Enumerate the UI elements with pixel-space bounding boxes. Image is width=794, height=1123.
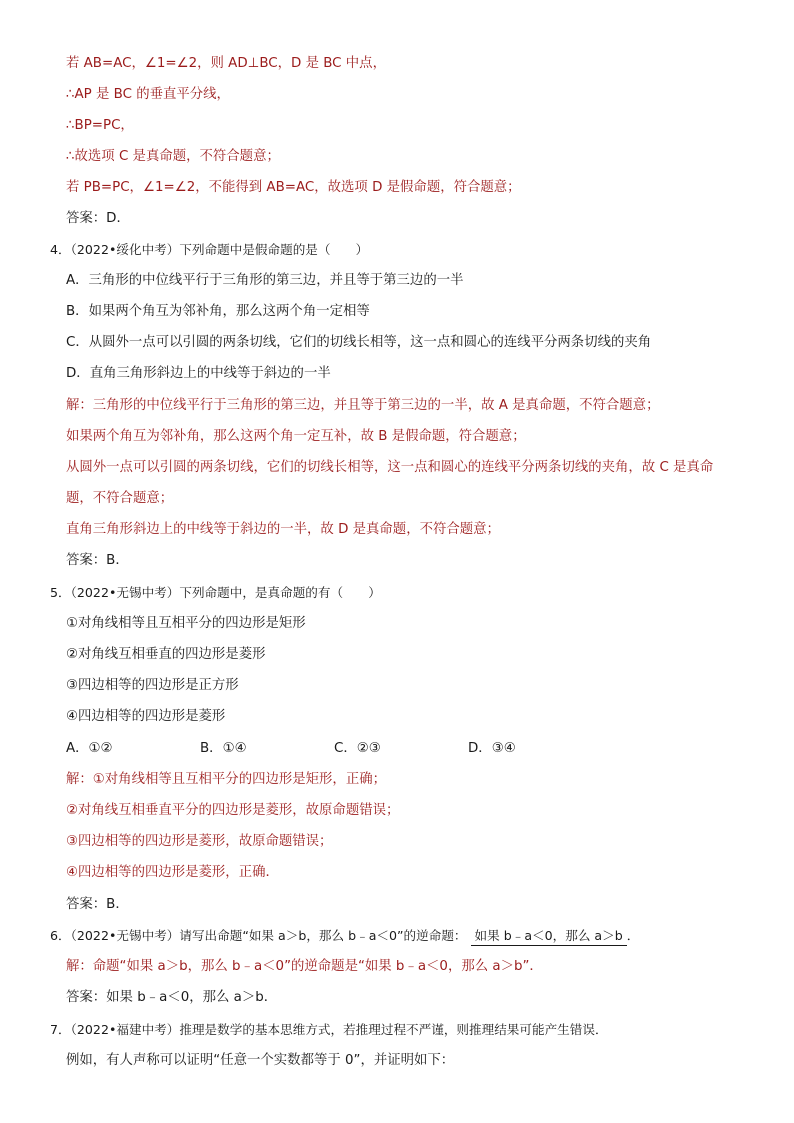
- question-6-answer: 答案：如果 b﹣a＜0，那么 a＞b．: [66, 990, 278, 1005]
- question-5-answer: 答案：B．: [66, 897, 129, 912]
- prev-solution-line-5: 若 PB=PC，∠1=∠2，不能得到 AB=AC，故选项 D 是假命题，符合题意；: [66, 180, 521, 195]
- prev-answer: 答案：D．: [66, 211, 130, 226]
- question-4-solution-4: 直角三角形斜边上的中线等于斜边的一半，故 D 是真命题，不符合题意；: [66, 522, 500, 537]
- question-5-stem: 5．（2022•无锡中考）下列命题中，是真命题的有（ ）: [50, 585, 381, 600]
- question-4-stem: 4．（2022•绥化中考）下列命题中是假命题的是（ ）: [50, 242, 369, 257]
- question-5-solution-4: ④四边相等的四边形是菱形，正确．: [66, 865, 279, 880]
- question-5-option-a: A．①②: [66, 741, 113, 756]
- prev-solution-line-1: 若 AB=AC，∠1=∠2，则 AD⊥BC，D 是 BC 中点，: [66, 56, 386, 71]
- question-6-solution: 解：命题“如果 a＞b，那么 b﹣a＜0”的逆命题是“如果 b﹣a＜0，那么 a＞b”．: [66, 959, 543, 974]
- question-5-option-c: C．②③: [334, 741, 381, 756]
- question-5-statement-4: ④四边相等的四边形是菱形: [66, 709, 226, 724]
- question-4-option-b: B．如果两个角互为邻补角，那么这两个角一定相等: [66, 304, 370, 319]
- question-5-statement-2: ②对角线互相垂直的四边形是菱形: [66, 647, 266, 662]
- question-6-stem: 6．（2022•无锡中考）请写出命题“如果 a＞b，那么 b﹣a＜0”的逆命题：: [50, 928, 467, 943]
- question-7-stem: 7．（2022•福建中考）推理是数学的基本思维方式，若推理过程不严谨，则推理结果可能产生错误．: [50, 1022, 608, 1037]
- question-4-option-c: C．从圆外一点可以引圆的两条切线，它们的切线长相等，这一点和圆心的连线平分两条切线的夹角: [66, 335, 652, 350]
- question-4-answer: 答案：B．: [66, 553, 129, 568]
- question-5-solution-2: ②对角线互相垂直平分的四边形是菱形，故原命题错误；: [66, 803, 400, 818]
- prev-solution-line-3: ∴BP=PC，: [66, 118, 134, 133]
- question-6-answer-blank: 如果 b﹣a＜0，那么 a＞b: [471, 927, 627, 946]
- question-5-solution-3: ③四边相等的四边形是菱形，故原命题错误；: [66, 834, 333, 849]
- question-5-option-b: B．①④: [200, 741, 247, 756]
- question-6-stem-line: [50, 927, 639, 946]
- prev-solution-line-4: ∴故选项 C 是真命题，不符合题意；: [66, 149, 280, 164]
- question-4-option-d: D．直角三角形斜边上的中线等于斜边的一半: [66, 366, 331, 381]
- question-4-solution-2: 如果两个角互为邻补角，那么这两个角一定互补，故 B 是假命题，符合题意；: [66, 429, 526, 444]
- question-5-options: [66, 740, 516, 758]
- question-7-line-2: 例如，有人声称可以证明“任意一个实数都等于 0”，并证明如下：: [66, 1053, 455, 1068]
- question-6-stem-end: ．: [626, 928, 640, 943]
- question-4-option-a: A．三角形的中位线平行于三角形的第三边，并且等于第三边的一半: [66, 273, 464, 288]
- prev-solution-line-2: ∴AP 是 BC 的垂直平分线，: [66, 87, 230, 102]
- question-5-statement-1: ①对角线相等且互相平分的四边形是矩形: [66, 616, 306, 631]
- question-4-solution-3: 从圆外一点可以引圆的两条切线，它们的切线长相等，这一点和圆心的连线平分两条切线的夹角，故 C 是真命: [66, 460, 714, 475]
- question-4-solution-1: 解：三角形的中位线平行于三角形的第三边，并且等于第三边的一半，故 A 是真命题，不符合题意；: [66, 398, 660, 413]
- question-5-option-d: D．③④: [468, 741, 516, 756]
- question-5-statement-3: ③四边相等的四边形是正方形: [66, 678, 239, 693]
- question-5-solution-1: 解：①对角线相等且互相平分的四边形是矩形，正确；: [66, 772, 386, 787]
- question-4-solution-3-cont: 题，不符合题意；: [66, 491, 174, 506]
